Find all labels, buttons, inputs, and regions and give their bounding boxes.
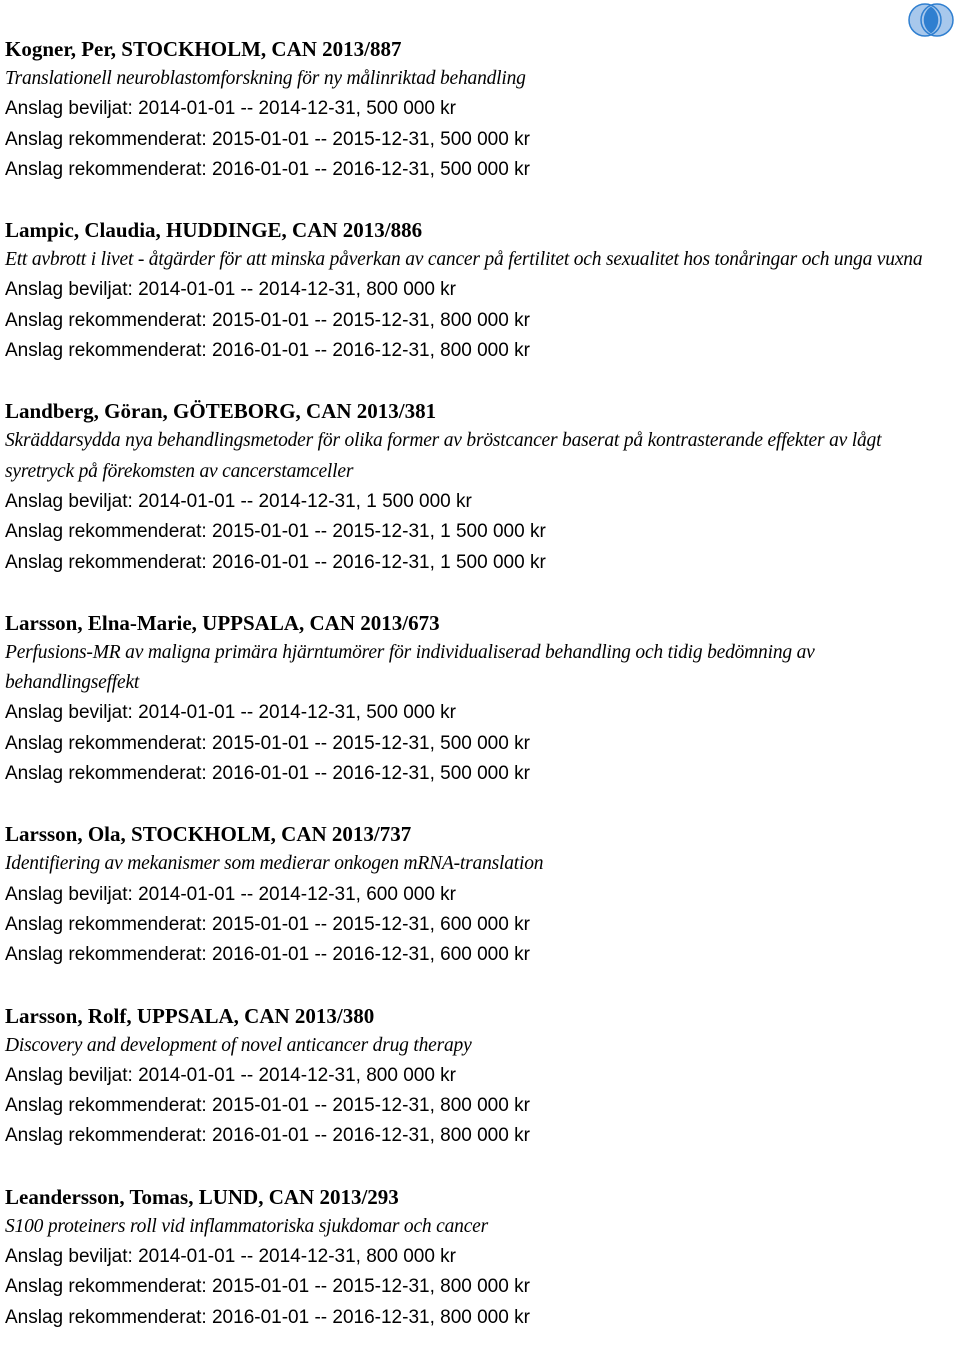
- applicant-heading: Larsson, Rolf, UPPSALA, CAN 2013/380: [5, 1003, 375, 1028]
- grant-line: Anslag beviljat: 2014-01-01 -- 2014-12-31, 1 500 000 kr: [5, 490, 472, 512]
- project-title: Ett avbrott i livet - åtgärder för att minska påverkan av cancer på fertilitet och sexualitet hos tonåringar och unga vuxna: [5, 249, 923, 271]
- grant-line: Anslag rekommenderat: 2016-01-01 -- 2016-12-31, 1 500 000 kr: [5, 551, 546, 573]
- grant-entry: [5, 215, 945, 366]
- grant-line: Anslag beviljat: 2014-01-01 -- 2014-12-31, 600 000 kr: [5, 883, 457, 905]
- grant-entry: [5, 819, 945, 970]
- applicant-heading: Landberg, Göran, GÖTEBORG, CAN 2013/381: [5, 399, 437, 424]
- grant-line: Anslag rekommenderat: 2015-01-01 -- 2015-12-31, 1 500 000 kr: [5, 521, 546, 543]
- grant-line: Anslag rekommenderat: 2016-01-01 -- 2016-12-31, 800 000 kr: [5, 1125, 530, 1147]
- project-title: Perfusions-MR av maligna primära hjärntumörer för individualiserad behandling och tidig bedömning av behandlingseffekt: [5, 641, 815, 694]
- grant-list: [5, 34, 945, 1363]
- grant-line: Anslag rekommenderat: 2015-01-01 -- 2015-12-31, 800 000 kr: [5, 1276, 530, 1298]
- grant-line: Anslag rekommenderat: 2016-01-01 -- 2016-12-31, 500 000 kr: [5, 158, 530, 180]
- grant-line: Anslag rekommenderat: 2016-01-01 -- 2016-12-31, 500 000 kr: [5, 763, 530, 785]
- project-title: Translationell neuroblastomforskning för ny målinriktad behandling: [5, 68, 526, 89]
- grant-entry: [5, 396, 945, 577]
- grant-line: Anslag beviljat: 2014-01-01 -- 2014-12-31, 800 000 kr: [5, 1246, 457, 1268]
- grant-line: Anslag rekommenderat: 2015-01-01 -- 2015-12-31, 500 000 kr: [5, 128, 530, 150]
- grant-entry: [5, 1182, 945, 1333]
- applicant-heading: Lampic, Claudia, HUDDINGE, CAN 2013/886: [5, 218, 423, 243]
- applicant-heading: Leandersson, Tomas, LUND, CAN 2013/293: [5, 1184, 399, 1209]
- grant-line: Anslag rekommenderat: 2016-01-01 -- 2016-12-31, 800 000 kr: [5, 1306, 530, 1328]
- project-title: S100 proteiners roll vid inflammatoriska sjukdomar och cancer: [5, 1215, 489, 1237]
- grant-entry: [5, 1001, 945, 1152]
- grant-line: Anslag rekommenderat: 2015-01-01 -- 2015-12-31, 600 000 kr: [5, 913, 530, 935]
- grant-line: Anslag rekommenderat: 2016-01-01 -- 2016-12-31, 600 000 kr: [5, 944, 530, 966]
- grant-line: Anslag beviljat: 2014-01-01 -- 2014-12-31, 500 000 kr: [5, 98, 457, 120]
- grant-line: Anslag rekommenderat: 2015-01-01 -- 2015-12-31, 800 000 kr: [5, 1095, 530, 1117]
- applicant-heading: Kogner, Per, STOCKHOLM, CAN 2013/887: [5, 37, 402, 61]
- applicant-heading: Larsson, Ola, STOCKHOLM, CAN 2013/737: [5, 822, 412, 847]
- grant-line: Anslag beviljat: 2014-01-01 -- 2014-12-31, 800 000 kr: [5, 279, 457, 301]
- grant-line: Anslag beviljat: 2014-01-01 -- 2014-12-31, 500 000 kr: [5, 702, 457, 724]
- logo-icon: [903, 2, 959, 38]
- grant-entry: [5, 608, 945, 789]
- grant-entry: [5, 34, 945, 185]
- project-title: Identifiering av mekanismer som medierar onkogen mRNA-translation: [5, 853, 544, 875]
- grant-line: Anslag rekommenderat: 2015-01-01 -- 2015-12-31, 500 000 kr: [5, 732, 530, 754]
- grant-line: Anslag rekommenderat: 2016-01-01 -- 2016-12-31, 800 000 kr: [5, 340, 530, 362]
- project-title: Skräddarsydda nya behandlingsmetoder för olika former av bröstcancer baserat på kontrasterande effekter av lågt syretryck på förekomsten av cancerstamceller: [5, 430, 882, 482]
- project-title: Discovery and development of novel anticancer drug therapy: [5, 1034, 472, 1056]
- grant-line: Anslag beviljat: 2014-01-01 -- 2014-12-31, 800 000 kr: [5, 1064, 457, 1086]
- grant-line: Anslag rekommenderat: 2015-01-01 -- 2015-12-31, 800 000 kr: [5, 309, 530, 331]
- applicant-heading: Larsson, Elna-Marie, UPPSALA, CAN 2013/673: [5, 610, 440, 635]
